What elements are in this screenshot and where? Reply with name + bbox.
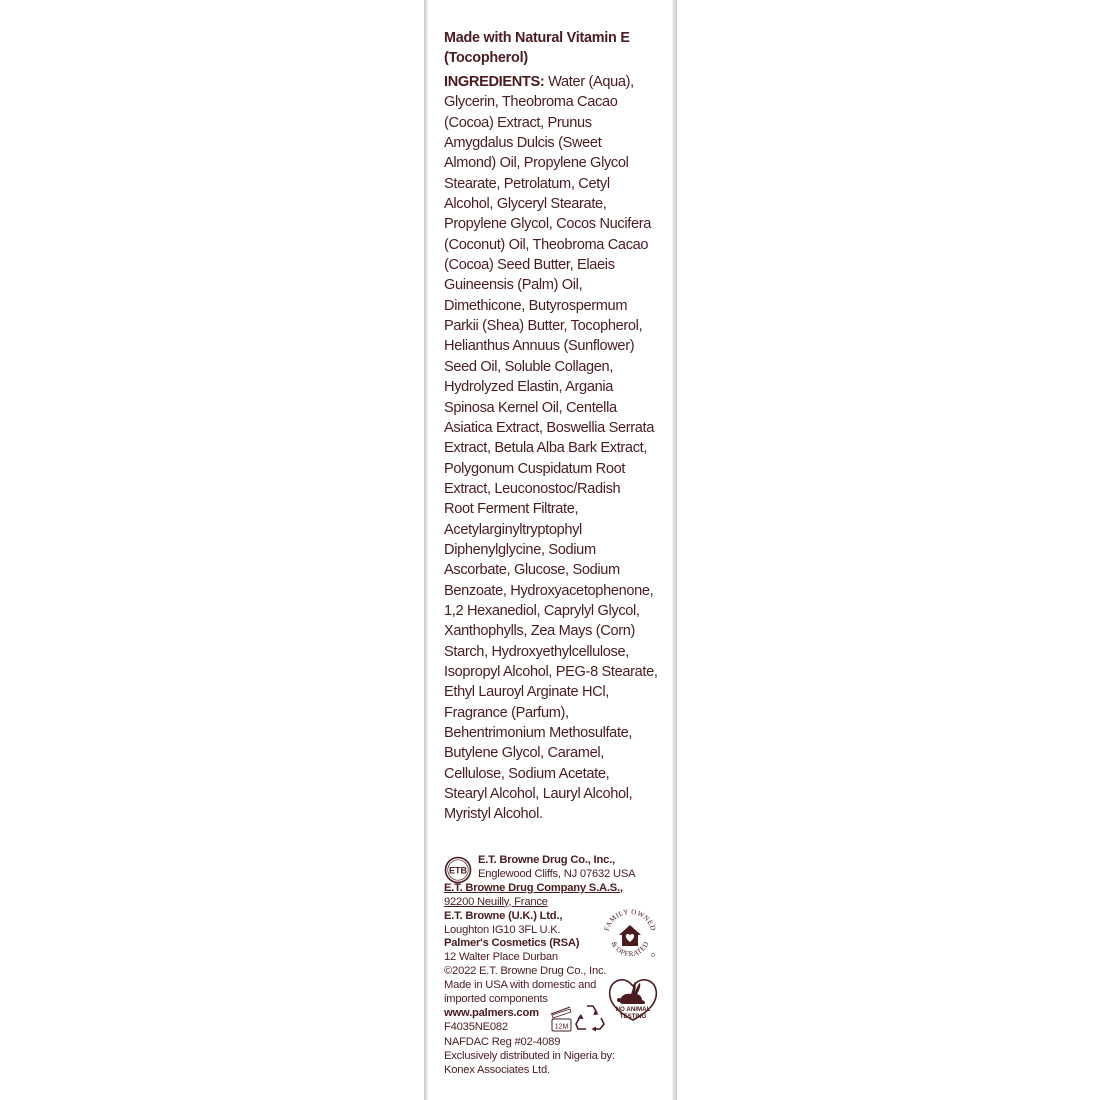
nafdac-reg: NAFDAC Reg #02-4089 bbox=[444, 1036, 561, 1048]
ingredients-line: Spinosa Kernel Oil, Centella bbox=[444, 399, 617, 416]
website-link: www.palmers.com bbox=[444, 1006, 539, 1019]
made-in-line-2: imported components bbox=[444, 993, 548, 1006]
ingredients-line: Starch, Hydroxyethylcellulose, bbox=[444, 643, 629, 660]
ingredients-line: Asiatica Extract, Boswellia Serrata bbox=[444, 419, 654, 436]
ingredients-line: Glycerin, Theobroma Cacao bbox=[444, 94, 618, 111]
recycle-icon bbox=[574, 1002, 606, 1032]
svg-text:& OPERATED: & OPERATED bbox=[609, 940, 651, 959]
distributed-by: Exclusively distributed in Nigeria by: bbox=[444, 1049, 615, 1062]
ingredients-line: Ascorbate, Glucose, Sodium bbox=[444, 562, 620, 579]
company-sas-address: 92200 Neuilly, France bbox=[444, 895, 548, 908]
copyright: ©2022 E.T. Browne Drug Co., Inc. bbox=[444, 965, 607, 978]
family-owned-badge-icon bbox=[600, 904, 660, 964]
ingredients-text: Water (Aqua), bbox=[544, 74, 634, 90]
company-etb-address: Englewood Cliffs, NJ 07632 USA bbox=[478, 867, 636, 880]
ingredients-label: INGREDIENTS: bbox=[444, 74, 545, 90]
ingredients-line: Guineensis (Palm) Oil, bbox=[444, 277, 583, 294]
ingredients-line: Hydrolyzed Elastin, Argania bbox=[444, 379, 614, 396]
ingredients-line: Isopropyl Alcohol, PEG-8 Stearate, bbox=[444, 663, 658, 680]
ingredients-line: Behentrimonium Methosulfate, bbox=[444, 725, 633, 741]
ingredients-line: Dimethicone, Butyrospermum bbox=[444, 297, 628, 314]
ingredients-line bbox=[444, 72, 659, 92]
ingredients-line: Fragrance (Parfum), bbox=[444, 704, 569, 721]
ingredients-line: Myristyl Alcohol. bbox=[444, 806, 543, 823]
ingredients-line: Benzoate, Hydroxyacetophenone, bbox=[444, 582, 654, 599]
ingredients-line: Diphenylglycine, Sodium bbox=[444, 541, 596, 558]
footer-info bbox=[444, 1036, 664, 1078]
ingredients-line: Xanthophylls, Zea Mays (Corn) bbox=[444, 623, 635, 640]
product-code: F4035NE082 bbox=[444, 1020, 508, 1033]
ingredients-line: Extract, Leuconostoc/Radish bbox=[444, 480, 621, 497]
company-rsa-name: Palmer's Cosmetics (RSA) bbox=[444, 937, 580, 950]
ingredients-line: Propylene Glycol, Cocos Nucifera bbox=[444, 216, 651, 233]
ingredients-line: Helianthus Annuus (Sunflower) bbox=[444, 338, 635, 355]
ingredients-line: (Cocoa) Extract, Prunus bbox=[444, 114, 592, 131]
ingredients-list bbox=[444, 72, 659, 825]
etb-logo-letters: ETB bbox=[449, 865, 467, 876]
ingredients-line: Parkii (Shea) Butter, Tocopherol, bbox=[444, 318, 643, 335]
ingredients-line: (Cocoa) Seed Butter, Elaeis bbox=[444, 257, 615, 274]
ingredients-line: Root Ferment Filtrate, bbox=[444, 501, 579, 518]
ingredients-line: Stearyl Alcohol, Lauryl Alcohol, bbox=[444, 786, 633, 803]
ingredients-line: Ethyl Lauroyl Arginate HCl, bbox=[444, 684, 609, 701]
distributor-name: Konex Associates Ltd. bbox=[444, 1063, 550, 1076]
company-uk-name: E.T. Browne (U.K.) Ltd., bbox=[444, 909, 563, 922]
ingredients-line: Butylene Glycol, Caramel, bbox=[444, 745, 604, 762]
ingredients-line: Seed Oil, Soluble Collagen, bbox=[444, 358, 614, 375]
ingredients-line: Amygdalus Dulcis (Sweet bbox=[444, 135, 602, 152]
panel-right-edge bbox=[672, 0, 677, 1100]
heading-line-2: (Tocopherol) bbox=[444, 50, 528, 67]
ingredients-line: 1,2 Hexanediol, Caprylyl Glycol, bbox=[444, 602, 640, 619]
ingredients-line: Stearate, Petrolatum, Cetyl bbox=[444, 175, 610, 192]
no-animal-line-2: TESTING bbox=[619, 1013, 647, 1020]
company-uk-address: Loughton IG10 3FL U.K. bbox=[444, 923, 561, 936]
ingredients-line: Almond) Oil, Propylene Glycol bbox=[444, 155, 629, 172]
no-animal-testing-text bbox=[610, 1006, 656, 1020]
made-in-line-1: Made in USA with domestic and bbox=[444, 979, 597, 992]
ingredients-line: Cellulose, Sodium Acetate, bbox=[444, 765, 610, 782]
period-after-opening-icon bbox=[548, 1004, 574, 1034]
heading-line-1: Made with Natural Vitamin E bbox=[444, 30, 630, 46]
ingredients-line: (Coconut) Oil, Theobroma Cacao bbox=[444, 236, 649, 253]
company-sas-name: E.T. Browne Drug Company S.A.S., bbox=[444, 881, 623, 894]
vitamin-e-heading bbox=[444, 28, 664, 69]
ingredients-line: Polygonum Cuspidatum Root bbox=[444, 460, 626, 477]
company-rsa-address: 12 Walter Place Durban bbox=[444, 951, 558, 964]
company-etb-name: E.T. Browne Drug Co., Inc., bbox=[478, 854, 615, 866]
pao-label: 12M bbox=[554, 1023, 569, 1031]
ingredients-line: Alcohol, Glyceryl Stearate, bbox=[444, 196, 607, 213]
ingredients-line: Acetylarginyltryptophyl bbox=[444, 521, 582, 538]
ingredients-line: Extract, Betula Alba Bark Extract, bbox=[444, 440, 648, 457]
svg-text:FAMILY OWNED: FAMILY OWNED bbox=[602, 907, 658, 933]
no-animal-line-1: NO ANIMAL bbox=[615, 1006, 651, 1013]
